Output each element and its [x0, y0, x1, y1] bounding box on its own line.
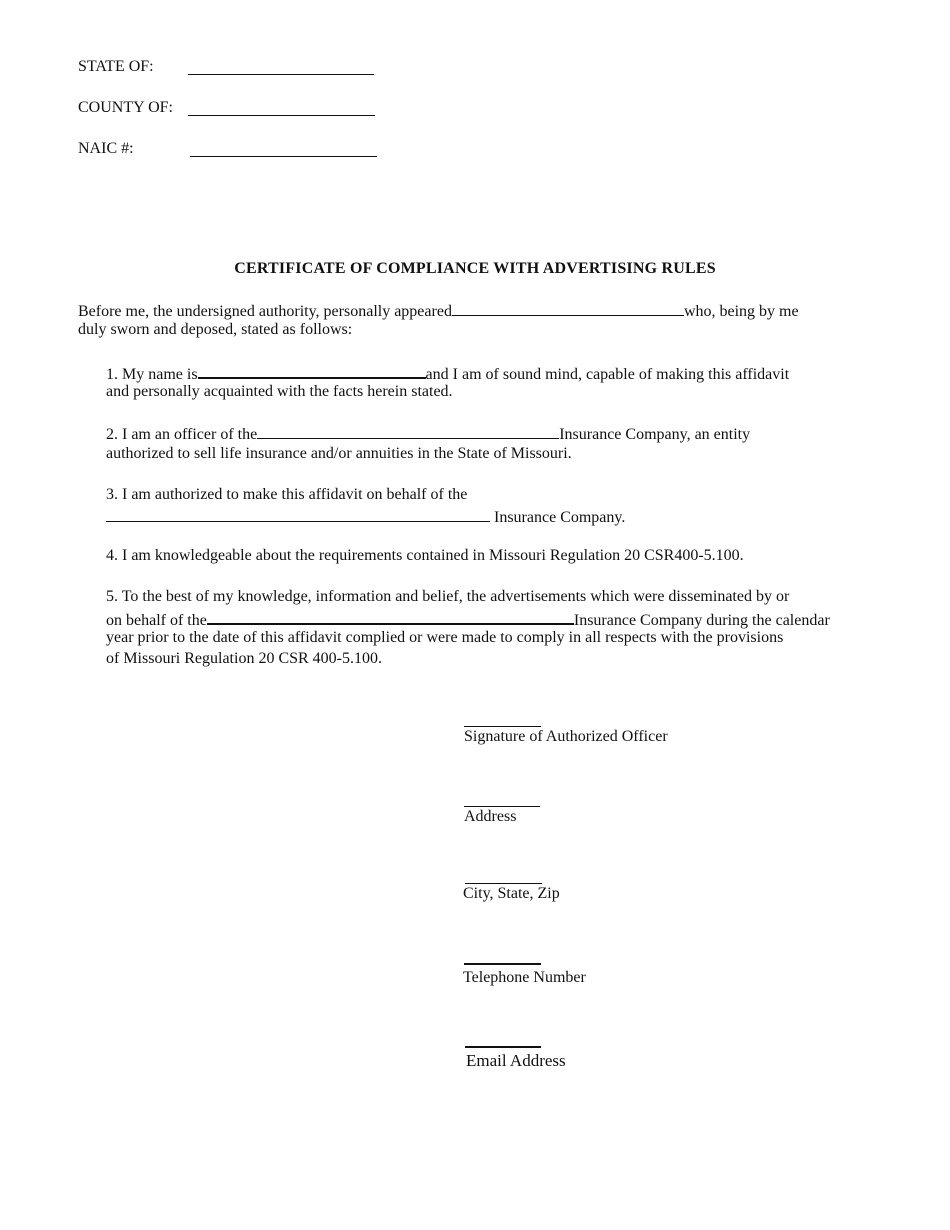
intro-text-1: Before me, the undersigned authority, personally appeared [78, 303, 452, 320]
naic-label: NAIC #: [78, 140, 134, 157]
item-5-text-5: of Missouri Regulation 20 CSR 400-5.100. [106, 650, 383, 667]
email-label: Email Address [466, 1051, 566, 1070]
officer-company-blank[interactable] [257, 423, 559, 439]
naic-input-line[interactable] [190, 156, 377, 157]
item-2-text-3: authorized to sell life insurance and/or annuities in the State of Missouri. [106, 445, 572, 462]
item-4-text: 4. I am knowledgeable about the requirements contained in Missouri Regulation 20 CSR400-5.100. [106, 547, 744, 564]
county-input-line[interactable] [188, 115, 375, 116]
intro-text-3: duly sworn and deposed, stated as follows: [78, 321, 353, 338]
item-1-text-3: and personally acquainted with the facts herein stated. [106, 383, 453, 400]
state-input-line[interactable] [188, 74, 374, 75]
document-title: CERTIFICATE OF COMPLIANCE WITH ADVERTISING RULES [234, 260, 716, 277]
county-label: COUNTY OF: [78, 99, 173, 116]
email-line[interactable] [465, 1046, 541, 1048]
item-1-text-2: and I am of sound mind, capable of making this affidavit [425, 366, 790, 383]
item-1-text-1: 1. My name is [106, 366, 198, 383]
affidavit-company-blank[interactable] [106, 506, 490, 522]
item-2-line-1 [106, 423, 750, 445]
item-2-text-2: Insurance Company, an entity [559, 426, 751, 443]
telephone-line[interactable] [464, 963, 541, 965]
item-5-text-3: Insurance Company during the calendar [573, 612, 830, 629]
intro-line-1 [78, 300, 799, 322]
item-3-line-2 [106, 506, 625, 528]
item-3-text-1: 3. I am authorized to make this affidavit on behalf of the [106, 486, 468, 503]
appeared-name-blank[interactable] [452, 300, 684, 316]
signature-label: Signature of Authorized Officer [464, 728, 668, 745]
item-2-text-1: 2. I am an officer of the [106, 426, 258, 443]
item-5-text-2: on behalf of the [106, 612, 207, 629]
item-3-text-2: Insurance Company. [494, 509, 626, 526]
item-5-text-1: 5. To the best of my knowledge, information and belief, the advertisements which were disseminated by or [106, 588, 790, 605]
telephone-label: Telephone Number [463, 969, 586, 986]
city-state-zip-label: City, State, Zip [463, 885, 560, 902]
state-label: STATE OF: [78, 58, 154, 75]
intro-text-2: who, being by me [683, 303, 799, 320]
item-5-text-4: year prior to the date of this affidavit complied or were made to comply in all respects with the provisions [106, 629, 784, 646]
address-label: Address [464, 808, 517, 825]
my-name-blank[interactable] [198, 362, 426, 379]
advertising-company-blank[interactable] [207, 608, 574, 625]
